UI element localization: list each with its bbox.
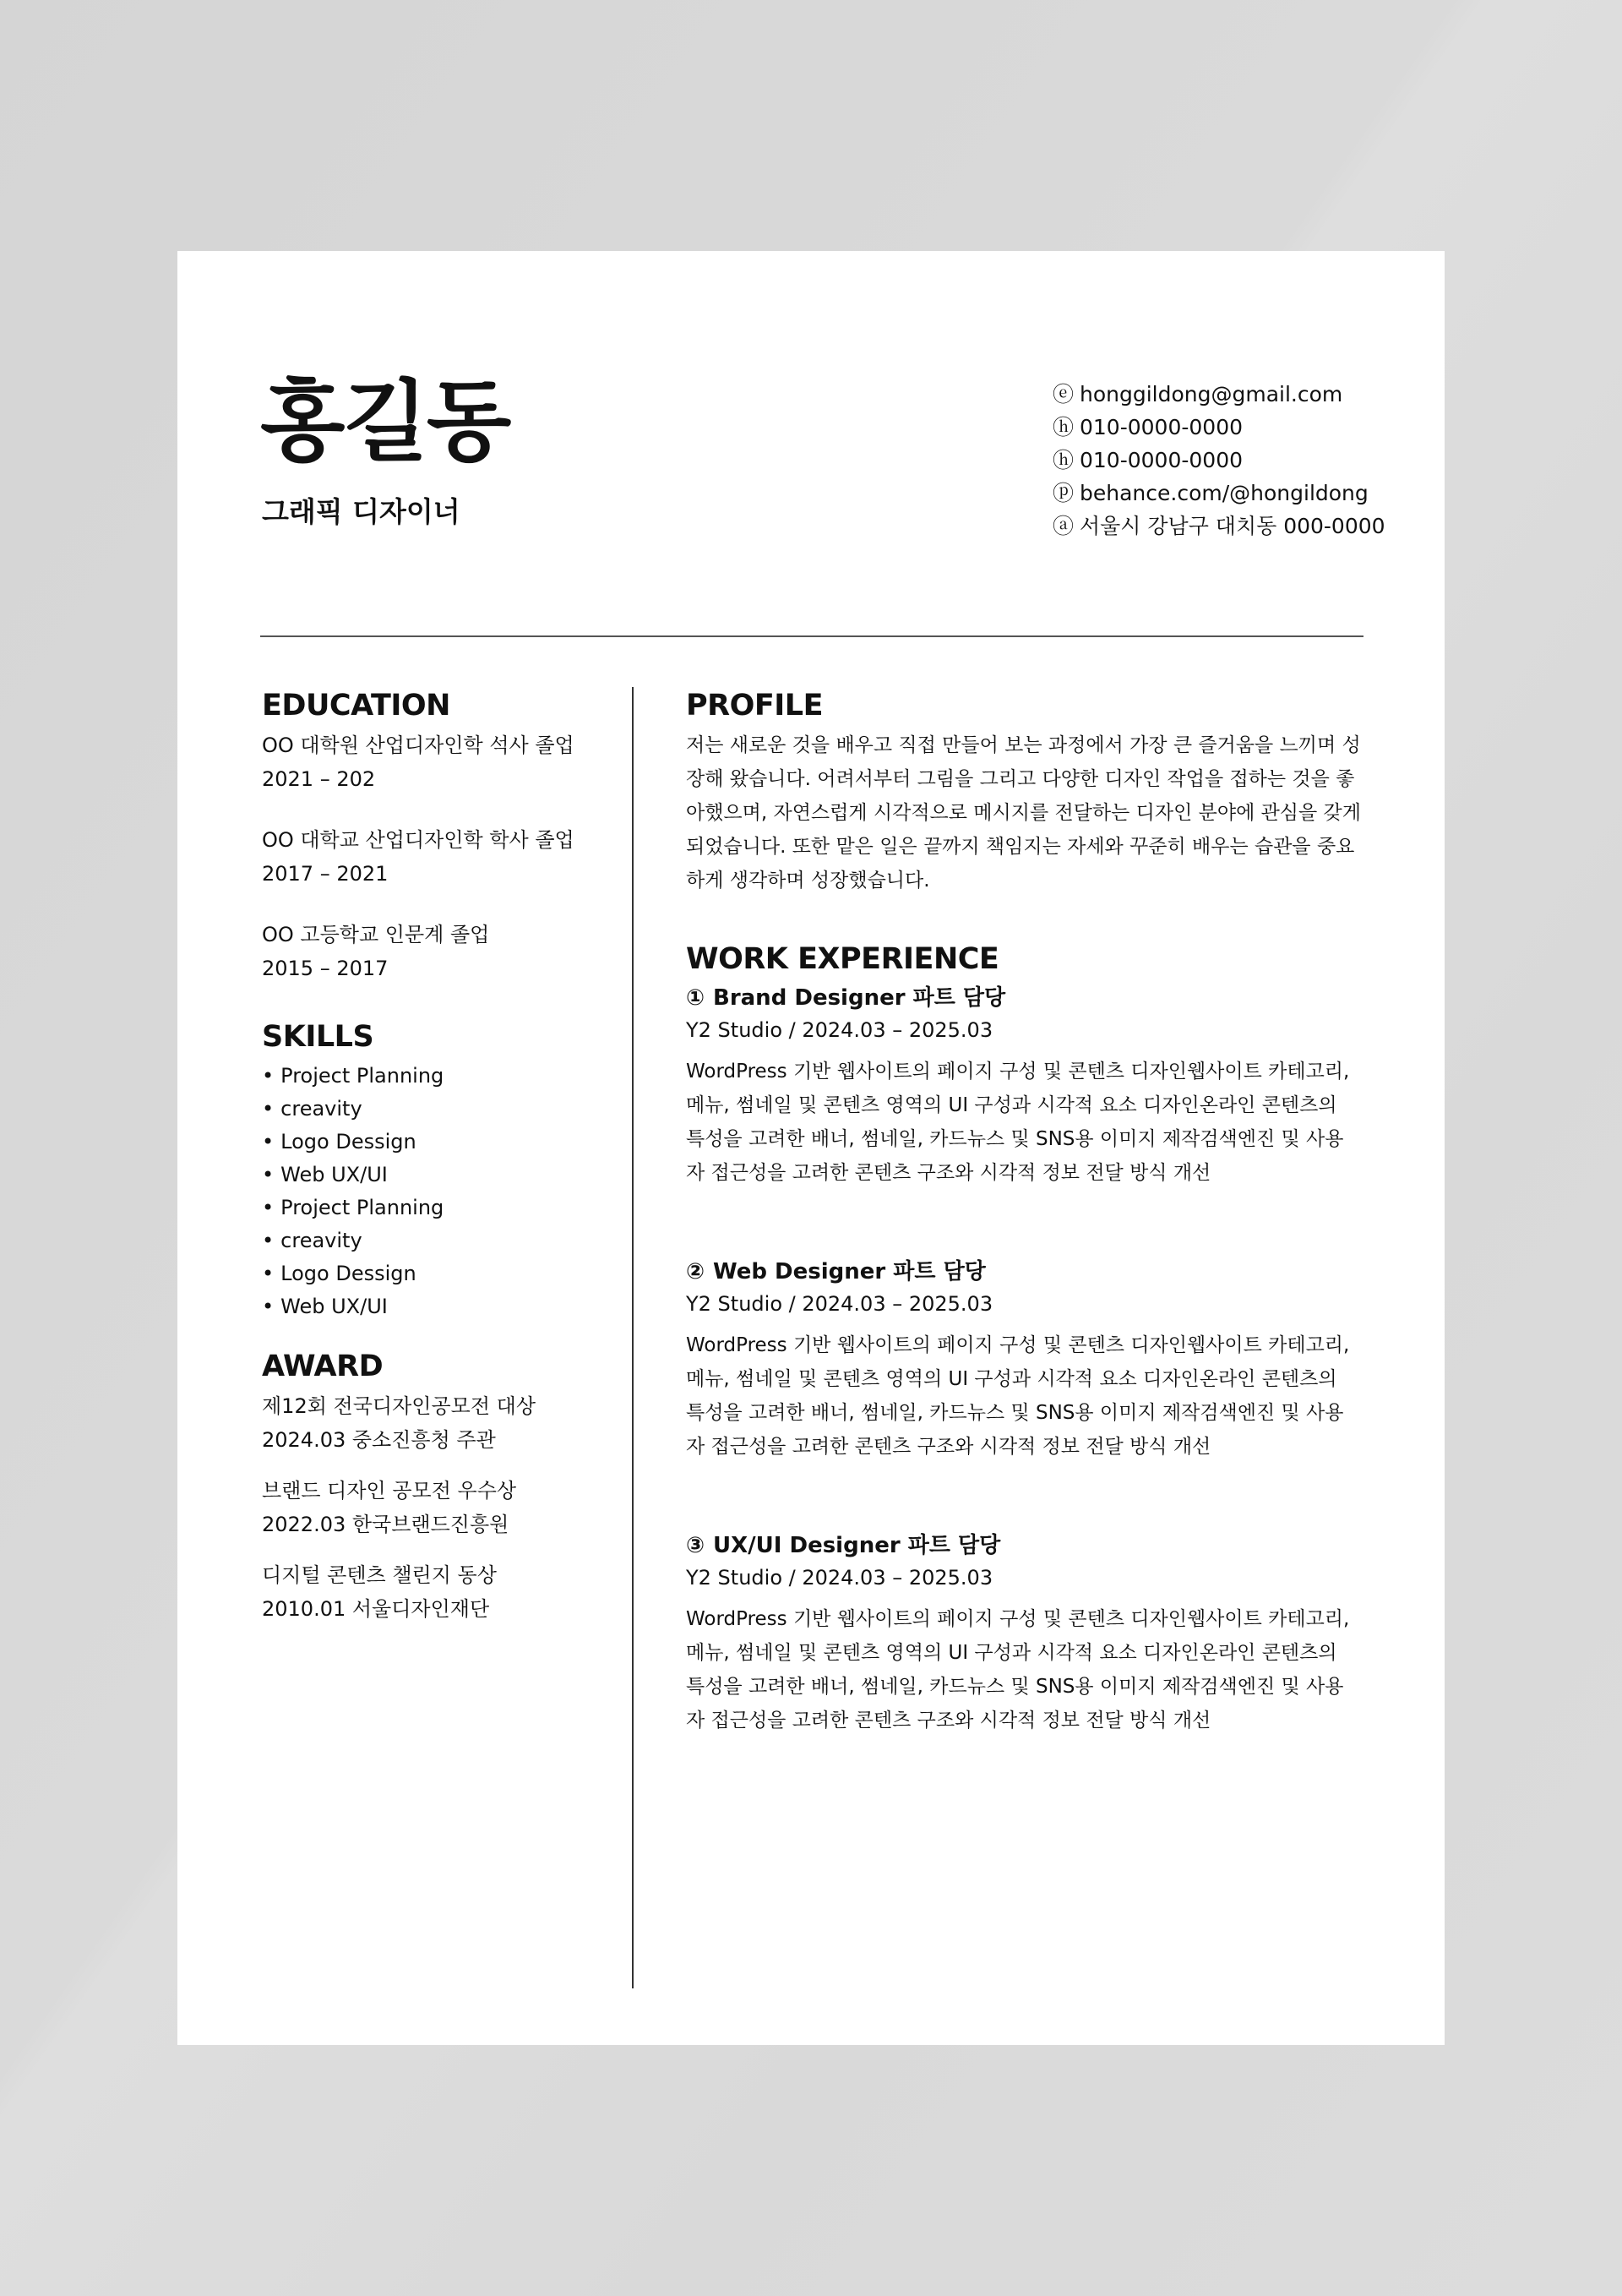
contact-phone	[1053, 411, 1385, 444]
skill-item: • Project Planning	[262, 1060, 617, 1093]
award-section	[262, 1349, 617, 1626]
education-item-title: OO 대학원 산업디자인학 석사 졸업	[262, 734, 574, 757]
job-role: UX/UI Designer 파트 담당	[713, 1533, 1001, 1558]
skill-item: • creavity	[262, 1093, 617, 1126]
education-item	[262, 823, 617, 891]
job-role: Web Designer 파트 담당	[713, 1259, 986, 1284]
work-experience-heading: WORK EXPERIENCE	[686, 942, 999, 976]
applicant-name: 홍길동	[260, 370, 510, 473]
job-title: 그래픽 디자이너	[262, 495, 460, 528]
skill-item: • Project Planning	[262, 1192, 617, 1224]
skill-item: • Web UX/UI	[262, 1159, 617, 1192]
contact-email-text: honggildong@gmail.com	[1080, 382, 1343, 406]
award-item	[262, 1558, 617, 1626]
address-icon: ⓐ	[1053, 514, 1075, 538]
contact-list	[1053, 378, 1385, 543]
education-item-title: OO 대학교 산업디자인학 학사 졸업	[262, 828, 574, 852]
column-divider	[632, 687, 634, 1988]
job-number: ②	[686, 1259, 705, 1284]
education-item-period: 2021 – 202	[262, 767, 376, 791]
job-company-period: Y2 Studio / 2024.03 – 2025.03	[686, 1018, 993, 1042]
award-item-detail: 2022.03 한국브랜드진흥원	[262, 1513, 509, 1536]
award-item-title: 브랜드 디자인 공모전 우수상	[262, 1479, 517, 1502]
skills-section	[262, 1019, 617, 1323]
award-item-title: 제12회 전국디자인공모전 대상	[262, 1394, 536, 1418]
job-description: WordPress 기반 웹사이트의 페이지 구성 및 콘텐츠 디자인웹사이트 카테고리, 메뉴, 썸네일 및 콘텐츠 영역의 UI 구성과 시각적 요소 디자인온라인 콘텐츠의 특성을 고려한 배너, 썸네일, 카드뉴스 및 SNS용 이미지 제작검색엔진 및 사용자 접근성을 고려한 콘텐츠 구조와 시각적 정보 전달 방식 개선	[686, 1061, 1350, 1184]
right-column	[686, 688, 1362, 1737]
skills-heading: SKILLS	[262, 1020, 374, 1054]
education-item	[262, 918, 617, 985]
job-company-period: Y2 Studio / 2024.03 – 2025.03	[686, 1292, 993, 1316]
job-entry	[686, 982, 1362, 1190]
skills-list	[262, 1060, 617, 1323]
contact-phone-2	[1053, 444, 1385, 477]
award-heading: AWARD	[262, 1350, 384, 1383]
contact-phone-text: 010-0000-0000	[1080, 415, 1244, 439]
skill-item: • Logo Dessign	[262, 1126, 617, 1159]
contact-portfolio	[1053, 477, 1385, 510]
job-entry	[686, 1256, 1362, 1464]
skill-item: • Web UX/UI	[262, 1290, 617, 1323]
profile-text: 저는 새로운 것을 배우고 직접 만들어 보는 과정에서 가장 큰 즐거움을 느끼며 성장해 왔습니다. 어려서부터 그림을 그리고 다양한 디자인 작업을 접하는 것을 좋아했으며, 자연스럽게 시각적으로 메시지를 전달하는 디자인 분야에 관심을 갖게 되었습니다. 또한 맡은 일은 끝까지 책임지는 자세와 꾸준히 배우는 습관을 중요하게 생각하며 성장했습니다.	[686, 734, 1361, 892]
education-heading: EDUCATION	[262, 689, 450, 723]
profile-section	[686, 688, 1362, 897]
job-entry-title	[686, 982, 1362, 1014]
award-item-detail: 2010.01 서울디자인재단	[262, 1597, 490, 1621]
award-item-title: 디지털 콘텐츠 챌린지 동상	[262, 1563, 497, 1587]
profile-heading: PROFILE	[686, 689, 823, 723]
job-number: ①	[686, 985, 705, 1011]
email-icon: ⓔ	[1053, 382, 1075, 406]
job-description: WordPress 기반 웹사이트의 페이지 구성 및 콘텐츠 디자인웹사이트 카테고리, 메뉴, 썸네일 및 콘텐츠 영역의 UI 구성과 시각적 요소 디자인온라인 콘텐츠의 특성을 고려한 배너, 썸네일, 카드뉴스 및 SNS용 이미지 제작검색엔진 및 사용자 접근성을 고려한 콘텐츠 구조와 시각적 정보 전달 방식 개선	[686, 1608, 1350, 1732]
phone-icon: ⓗ	[1053, 448, 1075, 472]
education-item-period: 2015 – 2017	[262, 957, 389, 980]
job-company-period: Y2 Studio / 2024.03 – 2025.03	[686, 1566, 993, 1590]
contact-portfolio-text: behance.com/@hongildong	[1080, 481, 1369, 505]
contact-address-text: 서울시 강남구 대치동 000-0000	[1080, 514, 1385, 538]
education-item-period: 2017 – 2021	[262, 862, 389, 886]
job-entry-title	[686, 1256, 1362, 1288]
resume-page	[177, 251, 1445, 2045]
award-item-detail: 2024.03 중소진흥청 주관	[262, 1428, 496, 1452]
education-item	[262, 728, 617, 796]
education-section	[262, 688, 617, 985]
award-item	[262, 1389, 617, 1457]
contact-email	[1053, 378, 1385, 411]
skill-item: • creavity	[262, 1224, 617, 1257]
left-column	[262, 688, 617, 1626]
header-divider	[260, 635, 1363, 637]
contact-phone-2-text: 010-0000-0000	[1080, 448, 1244, 472]
job-description: WordPress 기반 웹사이트의 페이지 구성 및 콘텐츠 디자인웹사이트 카테고리, 메뉴, 썸네일 및 콘텐츠 영역의 UI 구성과 시각적 요소 디자인온라인 콘텐츠의 특성을 고려한 배너, 썸네일, 카드뉴스 및 SNS용 이미지 제작검색엔진 및 사용자 접근성을 고려한 콘텐츠 구조와 시각적 정보 전달 방식 개선	[686, 1334, 1350, 1458]
job-role: Brand Designer 파트 담당	[713, 985, 1006, 1011]
phone-icon: ⓗ	[1053, 415, 1075, 439]
job-number: ③	[686, 1533, 705, 1558]
skill-item: • Logo Dessign	[262, 1257, 617, 1290]
education-item-title: OO 고등학교 인문계 졸업	[262, 923, 490, 946]
contact-address	[1053, 510, 1385, 543]
job-entry	[686, 1530, 1362, 1737]
job-entry-title	[686, 1530, 1362, 1562]
work-experience-section	[686, 941, 1362, 1737]
portfolio-icon: ⓟ	[1053, 481, 1075, 505]
award-item	[262, 1474, 617, 1541]
